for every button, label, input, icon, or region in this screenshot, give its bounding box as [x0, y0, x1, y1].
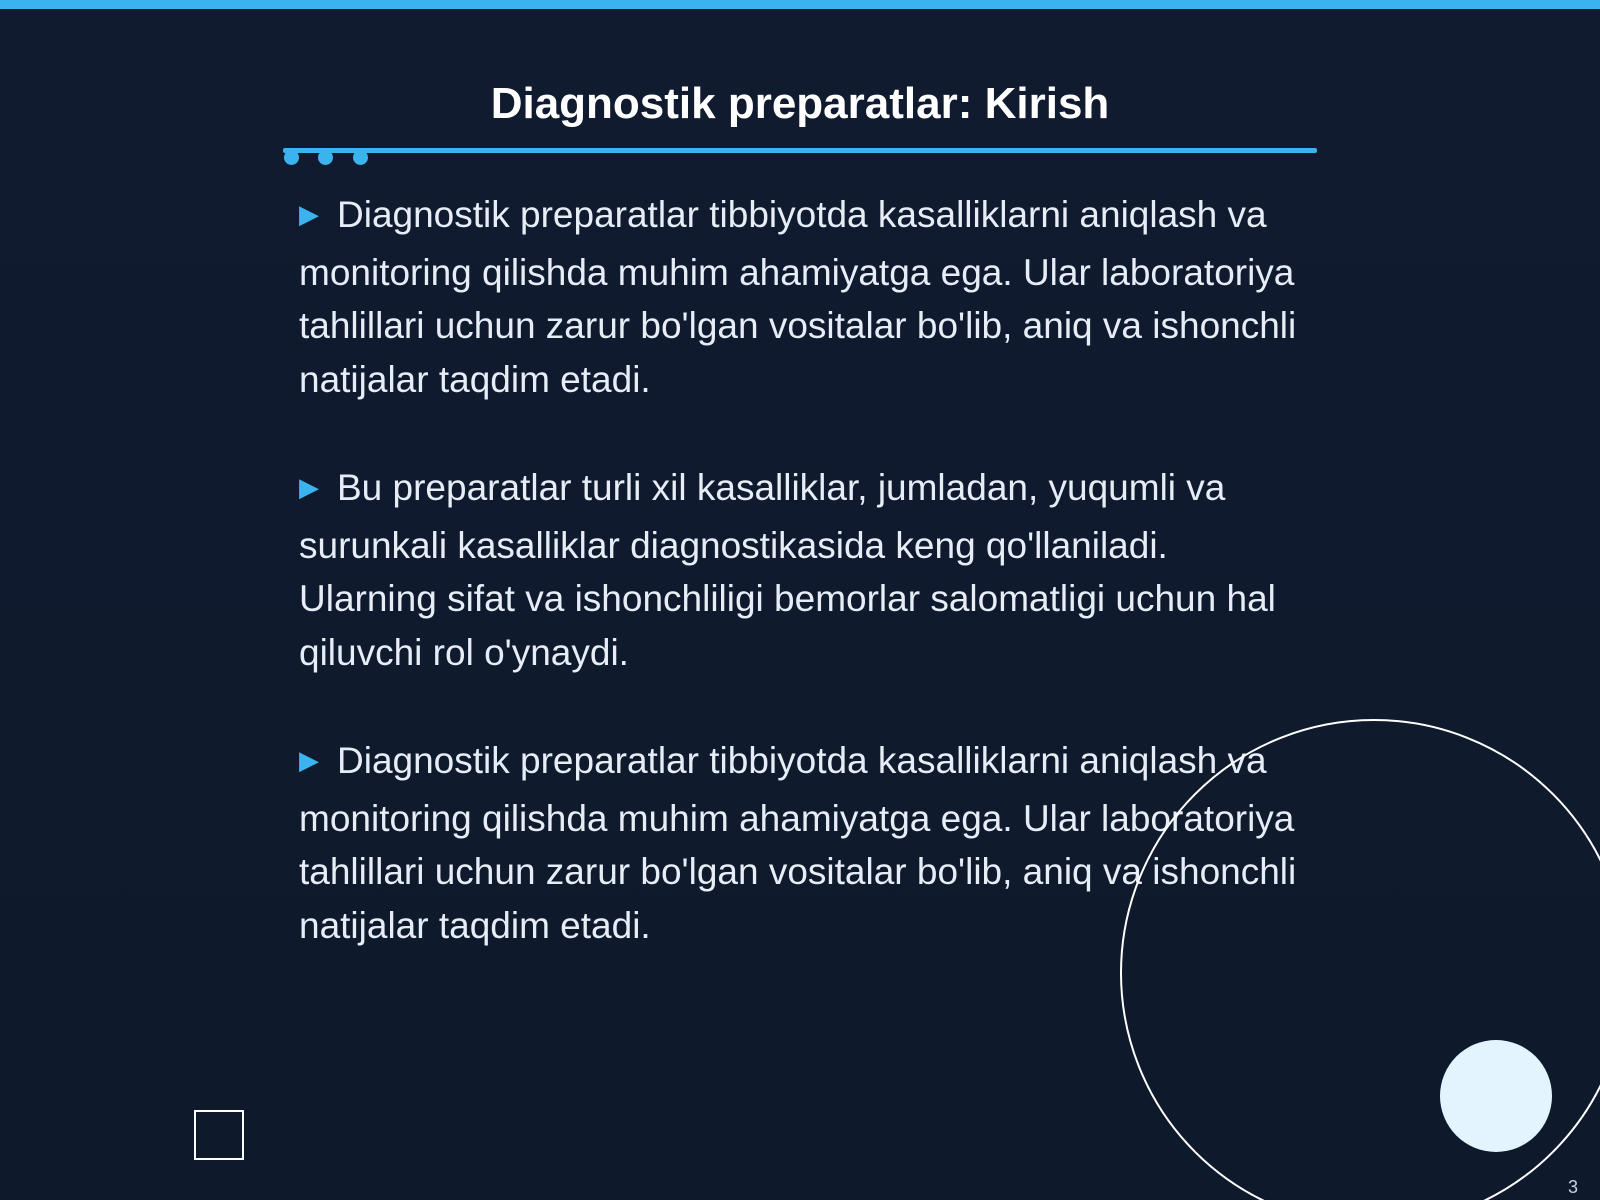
slide-number: 3 [1567, 1177, 1578, 1197]
top-accent-bar [0, 0, 1600, 9]
bullet-item [299, 461, 1309, 679]
decorative-dot [353, 150, 368, 165]
decorative-filled-circle [1440, 1040, 1552, 1152]
slide-title: Diagnostik preparatlar: Kirish [490, 79, 1110, 128]
decorative-outline-square [194, 1110, 244, 1160]
bullet-text: Diagnostik preparatlar tibbiyotda kasalliklarni aniqlash va monitoring qilishda muhim ahamiyatga ega. Ular laboratoriya tahlillari uchun zarur bo'lgan vositalar bo'lib, aniq va ishonchli natijalar taqdim etadi. [299, 740, 1297, 946]
triangle-bullet-icon: ▶ [299, 199, 319, 229]
title-underline [283, 148, 1317, 153]
triangle-bullet-icon: ▶ [299, 745, 319, 775]
decorative-dot [318, 150, 333, 165]
bullet-item [299, 188, 1309, 406]
bullet-text: Bu preparatlar turli xil kasalliklar, jumladan, yuqumli va surunkali kasalliklar diagnostikasida keng qo'llaniladi. Ularning sifat va ishonchliligi bemorlar salomatligi uchun hal qiluvchi rol o'ynaydi. [299, 467, 1276, 673]
decorative-dot [284, 150, 299, 165]
bullet-text: Diagnostik preparatlar tibbiyotda kasalliklarni aniqlash va monitoring qilishda muhim ahamiyatga ega. Ular laboratoriya tahlillari uchun zarur bo'lgan vositalar bo'lib, aniq va ishonchli natijalar taqdim etadi. [299, 194, 1297, 400]
triangle-bullet-icon: ▶ [299, 472, 319, 502]
